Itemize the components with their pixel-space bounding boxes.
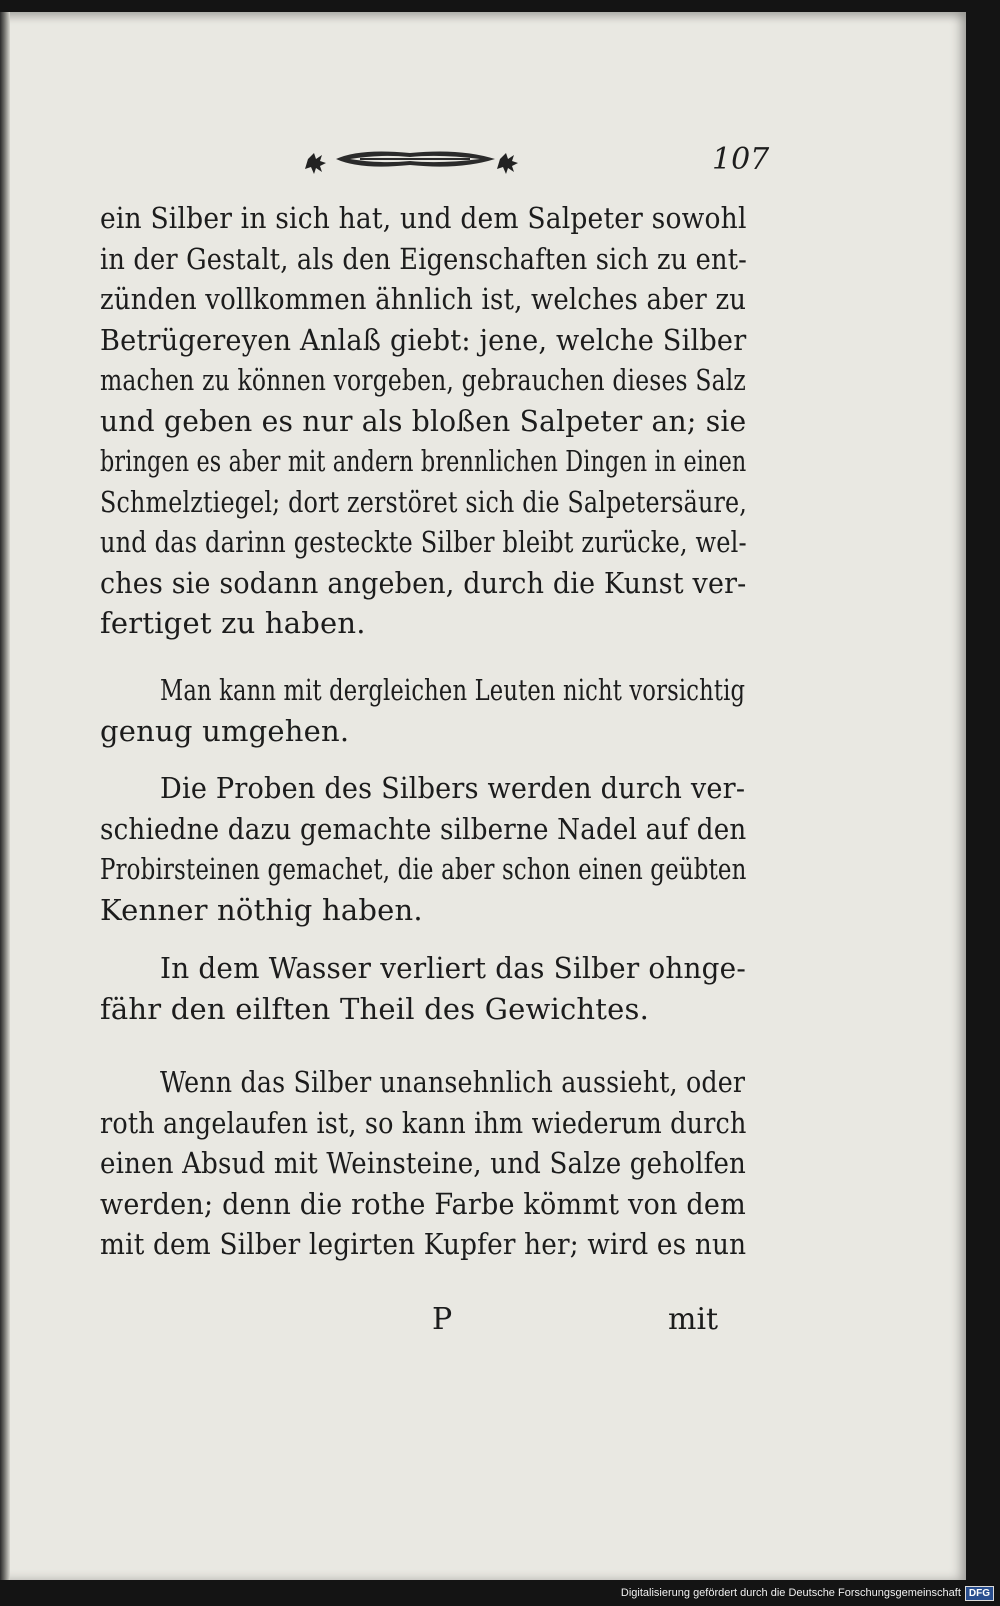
text-line: und das darinn gesteckte Silber bleibt zurücke, wel- (100, 525, 747, 559)
text-line: werden; denn die rothe Farbe kömmt von dem (100, 1186, 746, 1221)
text-line: ches sie sodann angeben, durch die Kunst ver- (100, 565, 747, 600)
text-line: roth angelaufen ist, so kann ihm wiederum durch (100, 1105, 747, 1140)
text-line: bringen es aber mit andern brennlichen Dingen in einen (100, 444, 747, 478)
page-number: 107 (712, 142, 770, 177)
text-line: In dem Wasser verliert das Silber ohnge- (160, 951, 746, 985)
text-line: mit dem Silber legirten Kupfer her; wird es nun (100, 1227, 747, 1261)
footer-credit: Digitalisierung gefördert durch die Deutsche Forschungsgemeinschaft (620, 1587, 961, 1599)
text-line: in der Gestalt, als den Eigenschaften sich zu ent- (100, 241, 748, 276)
page-edge (0, 12, 10, 1580)
dfg-logo: DFG (965, 1586, 994, 1601)
text-line: Man kann mit dergleichen Leuten nicht vorsichtig (160, 673, 746, 707)
text-line: Probirsteinen gemachet, die aber schon einen geübten (100, 852, 747, 886)
footer-bar (0, 1580, 1000, 1606)
text-line: Schmelztiegel; dort zerstöret sich die Salpetersäure, (100, 484, 748, 519)
catchword: mit (668, 1302, 719, 1337)
signature-mark: P (432, 1302, 453, 1337)
text-line: ein Silber in sich hat, und dem Salpeter sowohl (100, 201, 747, 235)
text-line: und geben es nur als bloßen Salpeter an; sie (100, 403, 747, 438)
text-line: Kenner nöthig haben. (100, 892, 423, 927)
ornament-icon (300, 144, 530, 174)
text-line: fähr den eilften Theil des Gewichtes. (100, 991, 649, 1026)
text-line: einen Absud mit Weinsteine, und Salze geholfen (100, 1146, 747, 1180)
text-line: zünden vollkommen ähnlich ist, welches aber zu (100, 282, 747, 316)
text-line: Wenn das Silber unansehnlich aussieht, oder (160, 1065, 746, 1099)
text-line: machen zu können vorgeben, gebrauchen dieses Salz (100, 363, 746, 397)
text-line: schiedne dazu gemachte silberne Nadel auf den (100, 811, 747, 846)
text-line: genug umgehen. (100, 713, 350, 748)
text-line: Betrügereyen Anlaß giebt: jene, welche Silber (100, 322, 747, 357)
text-line: fertiget zu haben. (100, 606, 366, 640)
text-line: Die Proben des Silbers werden durch ver- (160, 771, 746, 805)
